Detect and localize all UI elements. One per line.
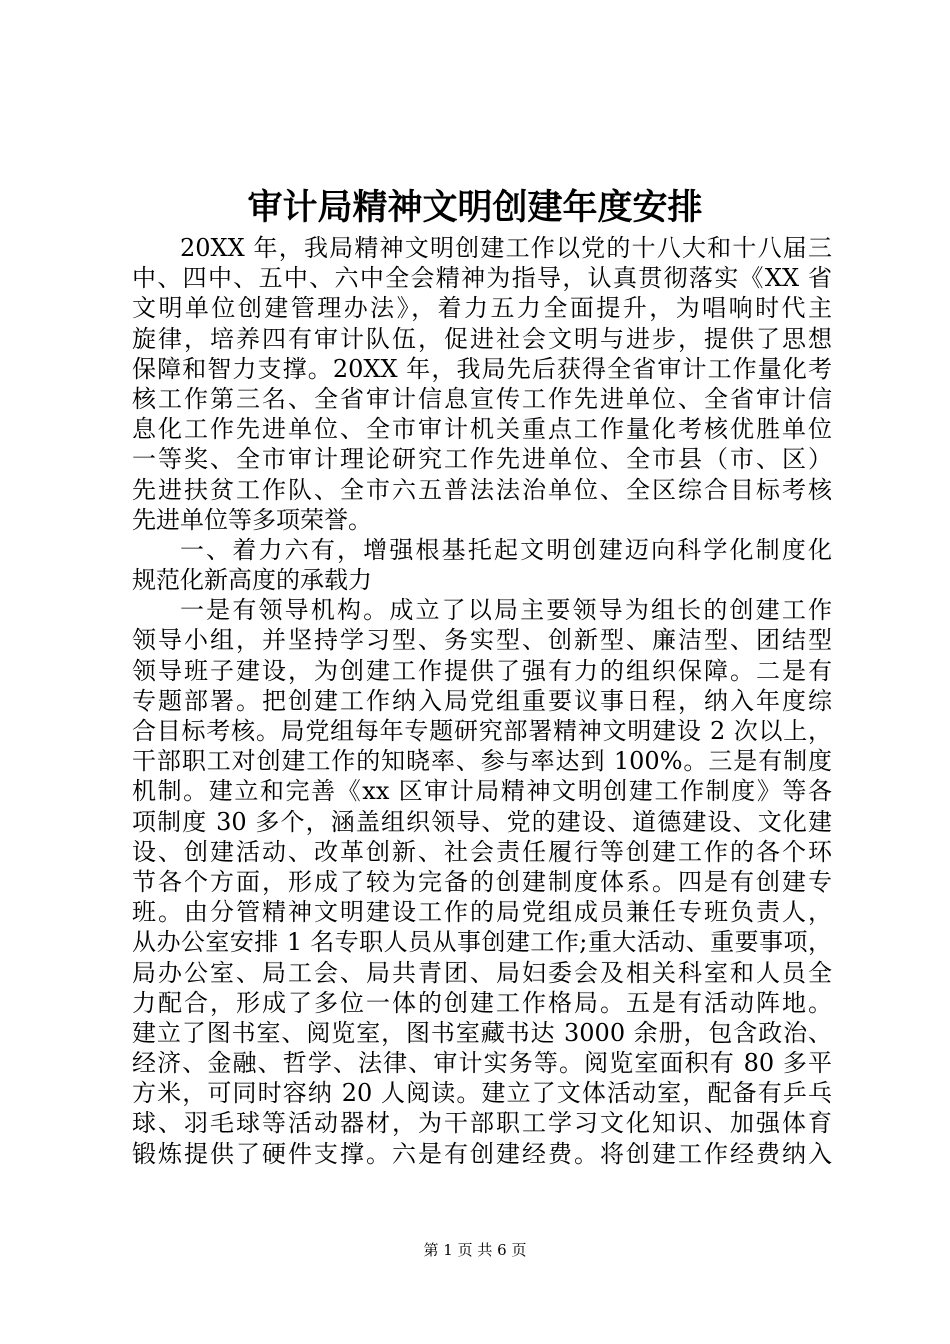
section-heading-line: 一、着力六有，增强根基托起文明创建迈向科学化制度化 [180, 535, 832, 564]
body-line: 旋律，培养四有审计队伍，促进社会文明与进步，提供了思想 [132, 324, 832, 353]
body-line: 节各个方面，形成了较为完备的创建制度体系。四是有创建专 [132, 867, 832, 896]
document-body [132, 233, 832, 1169]
body-line: 项制度 30 多个，涵盖组织领导、党的建设、道德建设、文化建 [132, 807, 832, 836]
body-line: 机制。建立和完善《xx 区审计局精神文明创建工作制度》等各 [132, 777, 832, 806]
body-line: 息化工作先进单位、全市审计机关重点工作量化考核优胜单位 [132, 415, 832, 444]
body-line: 方米，可同时容纳 20 人阅读。建立了文体活动室，配备有乒乓 [132, 1079, 832, 1108]
body-line: 干部职工对创建工作的知晓率、参与率达到 100%。三是有制度 [132, 747, 832, 776]
body-line: 合目标考核。局党组每年专题研究部署精神文明建设 2 次以上， [132, 717, 832, 745]
body-line: 球、羽毛球等活动器材，为干部职工学习文化知识、加强体育 [132, 1109, 832, 1138]
body-line: 中、四中、五中、六中全会精神为指导，认真贯彻落实《XX 省 [132, 264, 832, 293]
document-title: 审计局精神文明创建年度安排 [247, 188, 703, 228]
body-line: 保障和智力支撑。20XX 年，我局先后获得全省审计工作量化考 [132, 354, 832, 383]
body-line: 专题部署。把创建工作纳入局党组重要议事日程，纳入年度综 [132, 686, 832, 715]
body-line: 核工作第三名、全省审计信息宣传工作先进单位、全省审计信 [132, 384, 832, 413]
body-line: 文明单位创建管理办法》，着力五力全面提升，为唱响时代主 [132, 294, 832, 323]
page-number-footer: 第 1 页 共 6 页 [423, 1241, 527, 1259]
body-line: 局办公室、局工会、局共青团、局妇委会及相关科室和人员全 [132, 958, 832, 987]
body-line: 一等奖、全市审计理论研究工作先进单位、全市县（市、区） [132, 445, 832, 474]
body-line: 领导班子建设，为创建工作提供了强有力的组织保障。二是有 [132, 656, 832, 685]
body-line: 20XX 年，我局精神文明创建工作以党的十八大和十八届三 [180, 234, 832, 262]
body-line: 先进扶贫工作队、全市六五普法法治单位、全区综合目标考核 [132, 475, 832, 504]
body-line: 建立了图书室、阅览室，图书室藏书达 3000 余册，包含政治、 [132, 1018, 832, 1047]
body-line: 班。由分管精神文明建设工作的局党组成员兼任专班负责人， [132, 898, 832, 927]
body-line: 设、创建活动、改革创新、社会责任履行等创建工作的各个环 [132, 837, 832, 866]
body-line: 领导小组，并坚持学习型、务实型、创新型、廉洁型、团结型 [132, 626, 832, 655]
body-line: 力配合，形成了多位一体的创建工作格局。五是有活动阵地。 [132, 988, 832, 1017]
body-line: 经济、金融、哲学、法律、审计实务等。阅览室面积有 80 多平 [132, 1049, 832, 1078]
body-line: 一是有领导机构。成立了以局主要领导为组长的创建工作 [180, 596, 832, 625]
section-heading-line: 规范化新高度的承载力 [132, 566, 372, 595]
body-line: 先进单位等多项荣誉。 [132, 505, 372, 534]
body-line: 从办公室安排 1 名专职人员从事创建工作;重大活动、重要事项， [132, 928, 832, 957]
body-line: 锻炼提供了硬件支撑。六是有创建经费。将创建工作经费纳入 [132, 1139, 832, 1168]
